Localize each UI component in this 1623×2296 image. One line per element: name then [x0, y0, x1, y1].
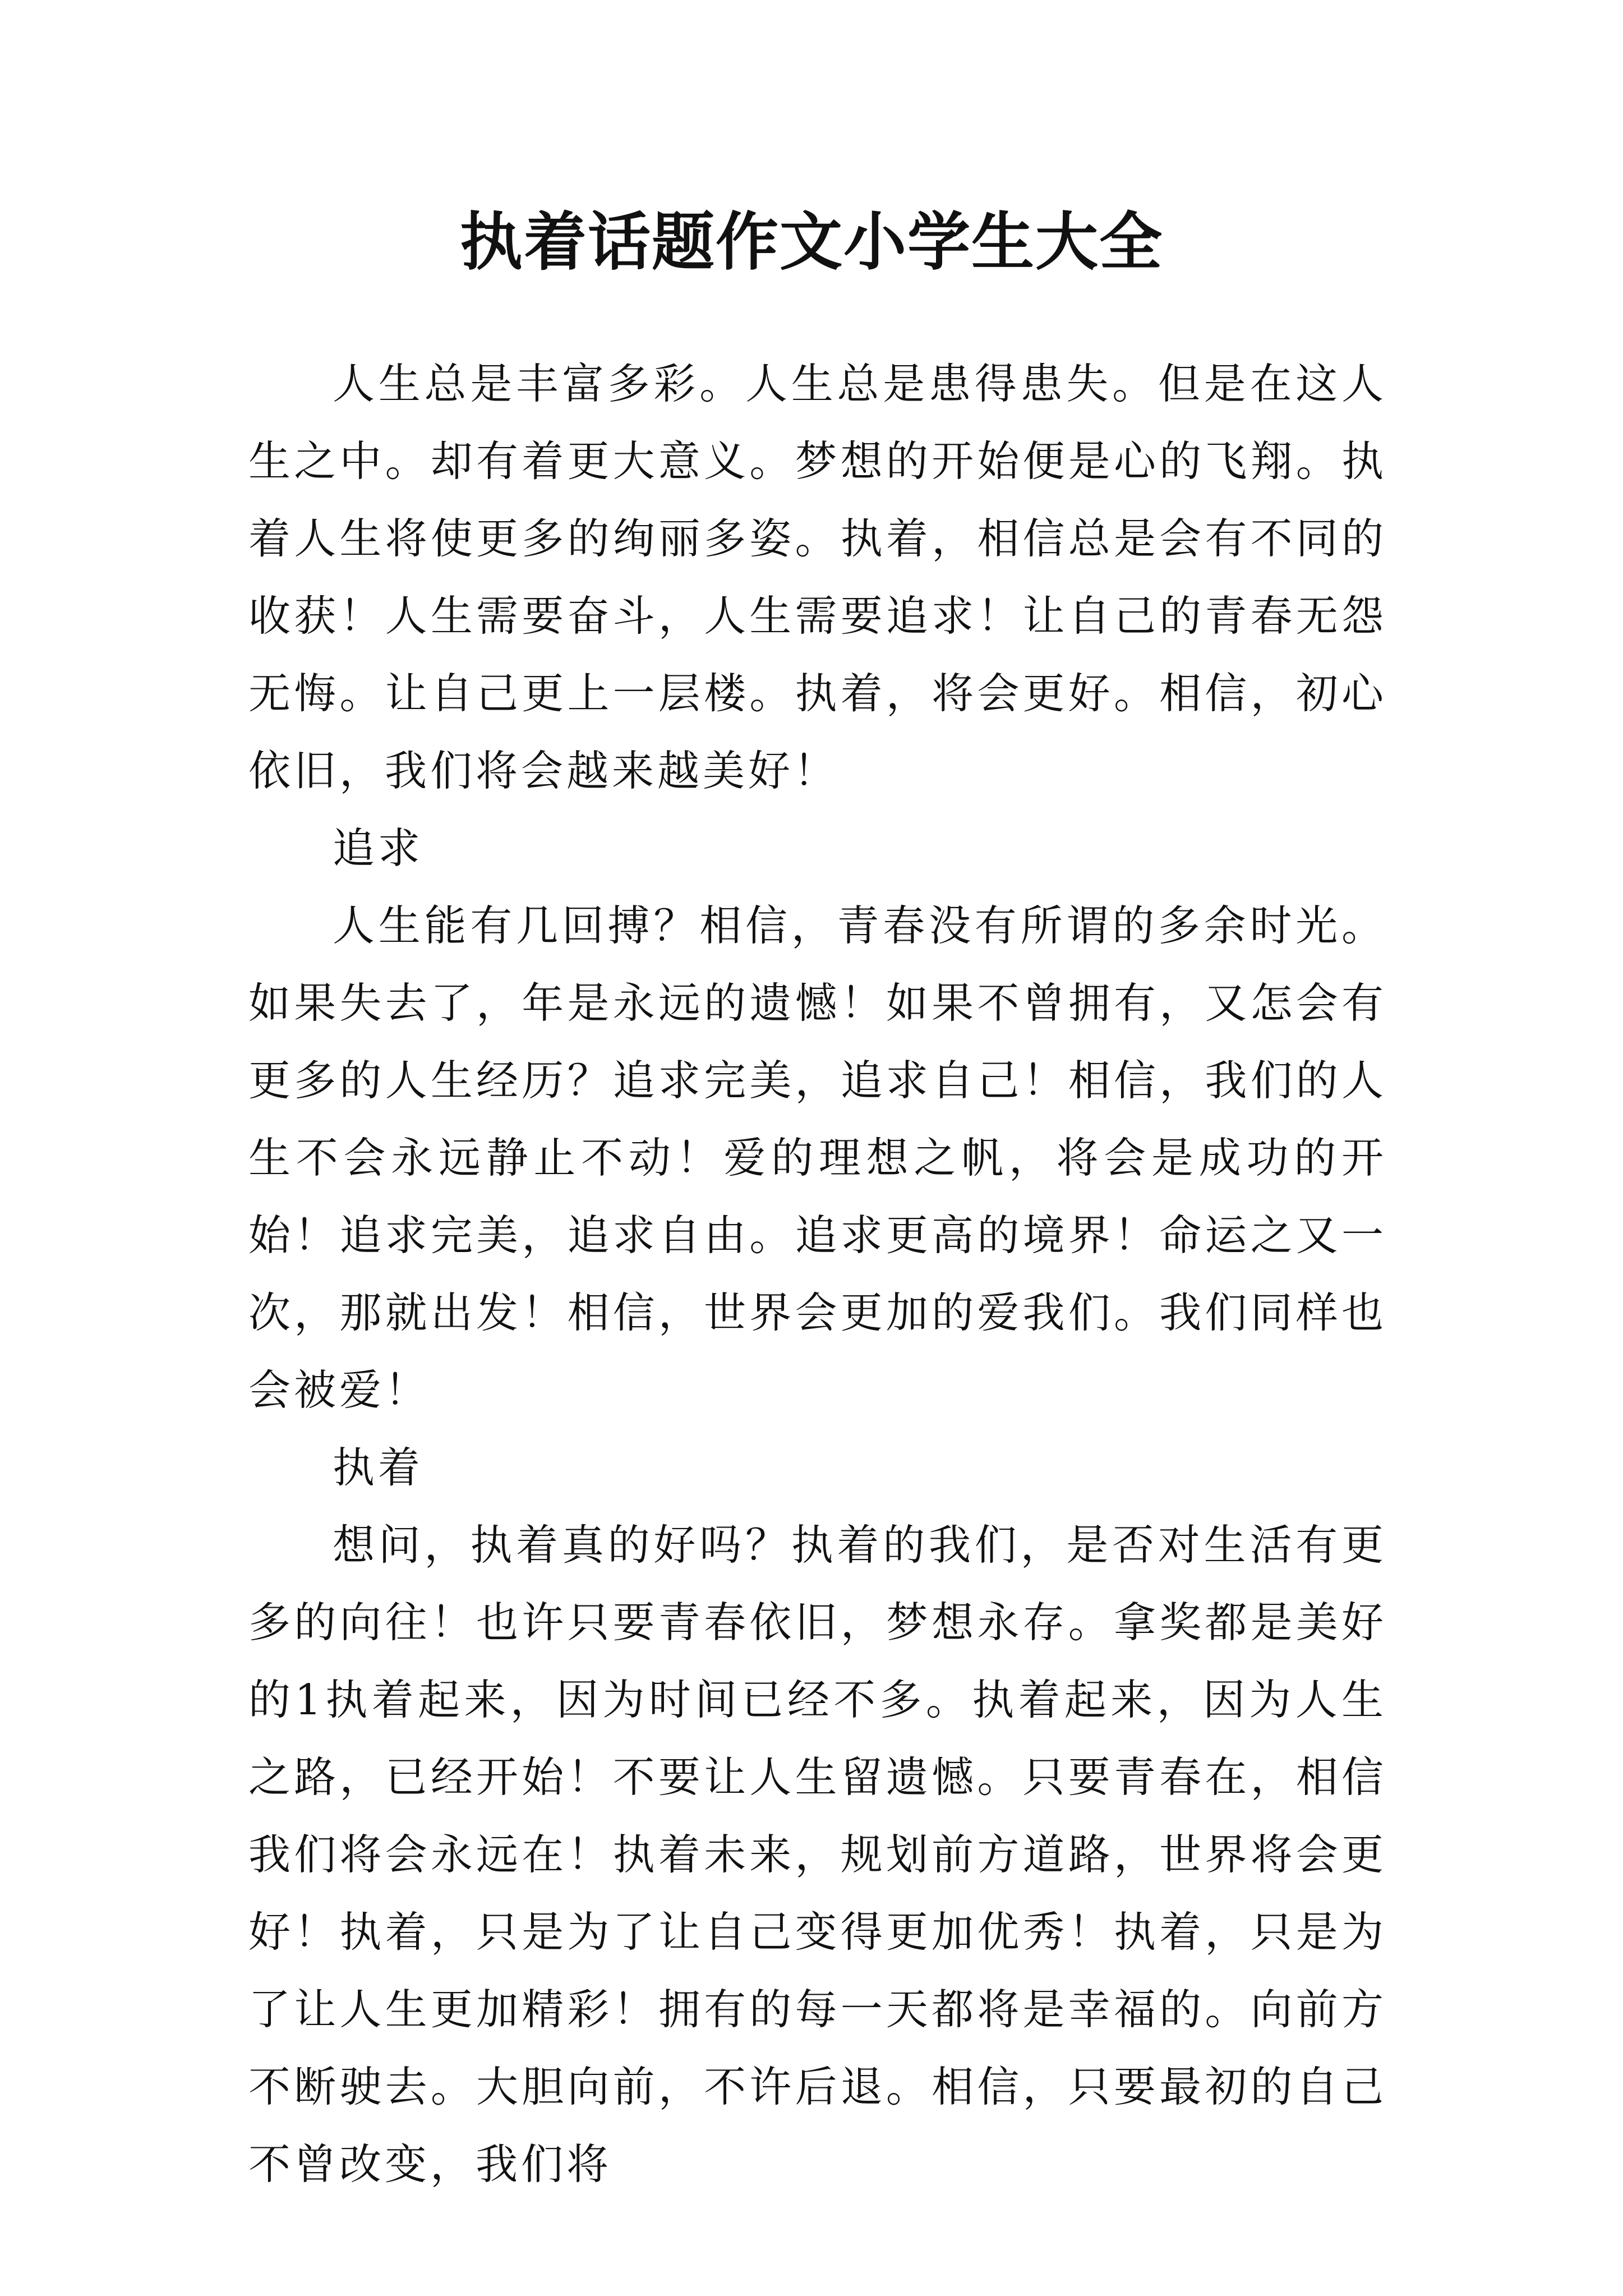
- paragraph-pursuit: 人生能有几回搏？相信，青春没有所谓的多余时光。如果失去了，年是永远的遗憾！如果不曾拥有，又怎会有更多的人生经历？追求完美，追求自己！相信，我们的人生不会永远静止不动！爱的理想之帆，将会是成功的开始！追求完美，追求自由。追求更高的境界！命运之又一次，那就出发！相信，世界会更加的爱我们。我们同样也会被爱！: [248, 901, 1387, 1415]
- section-heading-persistence: 执着: [333, 1443, 424, 1492]
- document-body: [248, 345, 1387, 2203]
- document-title: 执着话题作文小学生大全: [460, 205, 1163, 279]
- section-heading-pursuit: 追求: [333, 823, 424, 873]
- paragraph-intro: 人生总是丰富多彩。人生总是患得患失。但是在这人生之中。却有着更大意义。梦想的开始便是心的飞翔。执着人生将使更多的绚丽多姿。执着，相信总是会有不同的收获！人生需要奋斗，人生需要追求！让自己的青春无怨无悔。让自己更上一层楼。执着，将会更好。相信，初心依旧，我们将会越来越美好！: [248, 359, 1387, 795]
- paragraph-persistence: 想问，执着真的好吗？执着的我们，是否对生活有更多的向往！也许只要青春依旧，梦想永存。拿奖都是美好的1执着起来，因为时间已经不多。执着起来，因为人生之路，已经开始！不要让人生留遗憾。只要青春在，相信我们将会永远在！执着未来，规划前方道路，世界将会更好！执着，只是为了让自己变得更加优秀！执着，只是为了让人生更加精彩！拥有的每一天都将是幸福的。向前方不断驶去。大胆向前，不许后退。相信，只要最初的自己不曾改变，我们将: [248, 1520, 1387, 2189]
